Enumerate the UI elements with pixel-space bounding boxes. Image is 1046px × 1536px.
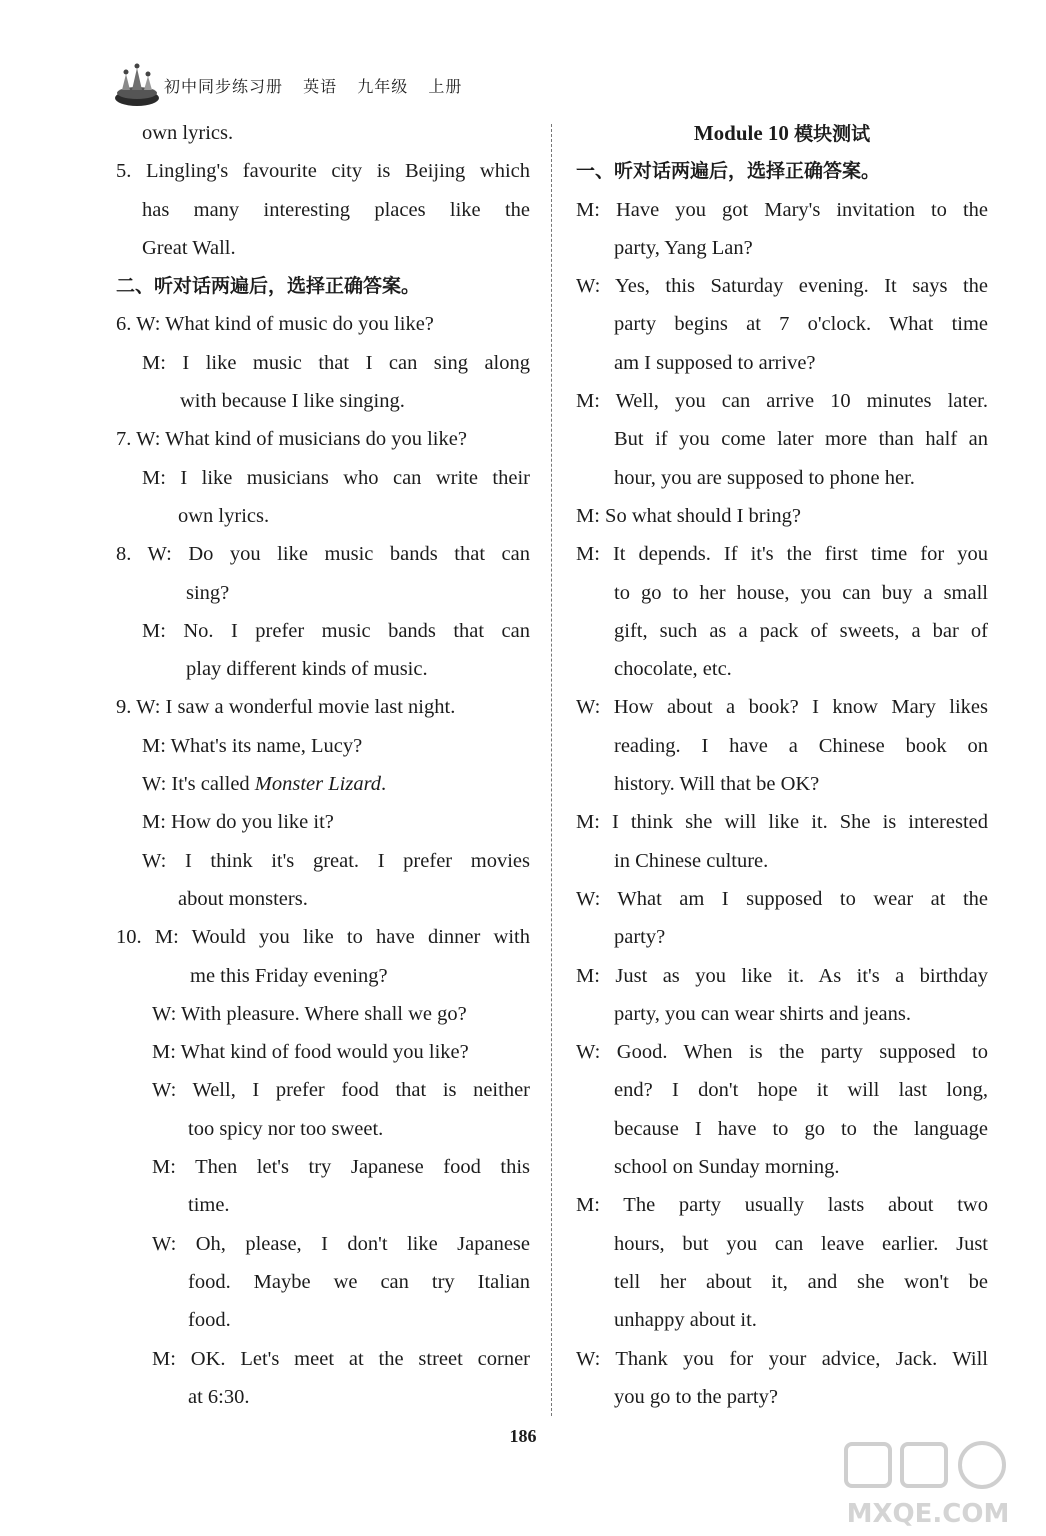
column-divider — [551, 124, 552, 1416]
left-column — [116, 114, 530, 1416]
left-line: own lyrics. — [142, 122, 234, 144]
left-line: W: I think it's great. I prefer movies — [142, 849, 530, 872]
left-line: me this Friday evening? — [190, 964, 388, 987]
right-line: party begins at 7 o'clock. What time — [614, 313, 988, 336]
right-line: W: Good. When is the party supposed to — [576, 1041, 988, 1064]
right-line: M: Have you got Mary's invitation to the — [576, 198, 988, 221]
left-line: 9. W: I saw a wonderful movie last night. — [116, 696, 456, 719]
left-line: M: What kind of food would you like? — [152, 1041, 469, 1064]
right-line: W: Yes, this Saturday evening. It says the — [576, 275, 988, 298]
left-line: too spicy nor too sweet. — [188, 1117, 384, 1140]
left-line: time. — [188, 1194, 230, 1217]
right-line: W: What am I supposed to wear at the — [576, 887, 988, 910]
right-line: M: I think she will like it. She is interested — [576, 811, 988, 834]
right-line: gift, such as a pack of sweets, a bar of — [614, 619, 988, 642]
left-line: own lyrics. — [178, 504, 270, 527]
right-line: M: The party usually lasts about two — [576, 1194, 988, 1217]
page-number: 186 — [509, 1426, 537, 1446]
left-line: M: No. I prefer music bands that can — [142, 619, 530, 642]
right-line: W: Thank you for your advice, Jack. Will — [576, 1347, 988, 1370]
right-line: 一、听对话两遍后，选择正确答案。 — [576, 160, 881, 183]
header-subject: 英语 — [303, 77, 338, 96]
left-line: at 6:30. — [188, 1385, 250, 1408]
left-line: M: I like music that I can sing along — [142, 351, 530, 374]
left-line: M: Then let's try Japanese food this — [152, 1156, 530, 1179]
right-line: to go to her house, you can buy a small — [614, 581, 988, 604]
header-book: 初中同步练习册 — [164, 77, 284, 96]
right-line: M: Well, you can arrive 10 minutes later. — [576, 390, 988, 413]
page-header — [112, 60, 512, 110]
right-line: M: It depends. If it's the first time for you — [576, 543, 988, 566]
right-line: reading. I have a Chinese book on — [614, 734, 988, 757]
header-volume: 上册 — [428, 77, 463, 96]
left-line: 5. Lingling's favourite city is Beijing which — [116, 160, 530, 183]
right-line: hours, but you can leave earlier. Just — [614, 1232, 988, 1255]
right-line: history. Will that be OK? — [614, 773, 820, 796]
right-line: tell her about it, and she won't be — [614, 1270, 988, 1293]
left-line: about monsters. — [178, 887, 308, 910]
left-line: sing? — [186, 581, 230, 604]
left-line: 7. W: What kind of musicians do you like? — [116, 428, 467, 451]
right-line: M: Just as you like it. As it's a birthday — [576, 964, 988, 987]
left-line: food. — [188, 1309, 231, 1332]
left-line: W: With pleasure. Where shall we go? — [152, 1002, 467, 1025]
left-line: has many interesting places like the — [142, 198, 530, 221]
left-line: 二、听对话两遍后，选择正确答案。 — [116, 275, 421, 298]
left-line: M: What's its name, Lucy? — [142, 734, 363, 757]
right-line: party? — [614, 926, 666, 949]
left-line: 10. M: Would you like to have dinner with — [116, 926, 530, 949]
left-line: W: It's called Monster Lizard. — [142, 773, 387, 796]
right-line: hour, you are supposed to phone her. — [614, 466, 915, 489]
right-line: party, you can wear shirts and jeans. — [614, 1002, 911, 1025]
right-line: school on Sunday morning. — [614, 1156, 840, 1179]
left-line: 8. W: Do you like music bands that can — [116, 543, 530, 566]
right-line: in Chinese culture. — [614, 849, 769, 872]
right-line: Module 10 模块测试 — [693, 121, 871, 145]
left-line: W: Oh, please, I don't like Japanese — [152, 1232, 530, 1255]
left-line: M: OK. Let's meet at the street corner — [152, 1347, 530, 1370]
right-line: you go to the party? — [614, 1385, 778, 1408]
right-line: But if you come later more than half an — [614, 428, 988, 451]
right-line: unhappy about it. — [614, 1309, 757, 1332]
left-line: W: Well, I prefer food that is neither — [152, 1079, 530, 1102]
right-line: end? I don't hope it will last long, — [614, 1079, 988, 1102]
right-line: chocolate, etc. — [614, 658, 732, 681]
right-column — [576, 114, 988, 1416]
watermark-logo-icon — [838, 1438, 1018, 1530]
right-line: party, Yang Lan? — [614, 236, 753, 259]
right-line: M: So what should I bring? — [576, 504, 801, 527]
left-line: play different kinds of music. — [186, 658, 428, 681]
svg-text:MXQE.COM: MXQE.COM — [846, 1499, 1010, 1529]
left-line: M: How do you like it? — [142, 811, 334, 834]
book-logo-icon — [112, 60, 162, 108]
left-line: with because I like singing. — [180, 390, 405, 413]
left-line: 6. W: What kind of music do you like? — [116, 313, 434, 336]
left-line: food. Maybe we can try Italian — [188, 1270, 530, 1293]
right-line: am I supposed to arrive? — [614, 351, 816, 374]
right-line: because I have to go to the language — [614, 1117, 988, 1140]
left-line: Great Wall. — [142, 236, 236, 259]
right-line: W: How about a book? I know Mary likes — [576, 696, 988, 719]
header-title — [164, 74, 476, 97]
left-line: M: I like musicians who can write their — [142, 466, 530, 489]
header-grade: 九年级 — [357, 77, 409, 96]
